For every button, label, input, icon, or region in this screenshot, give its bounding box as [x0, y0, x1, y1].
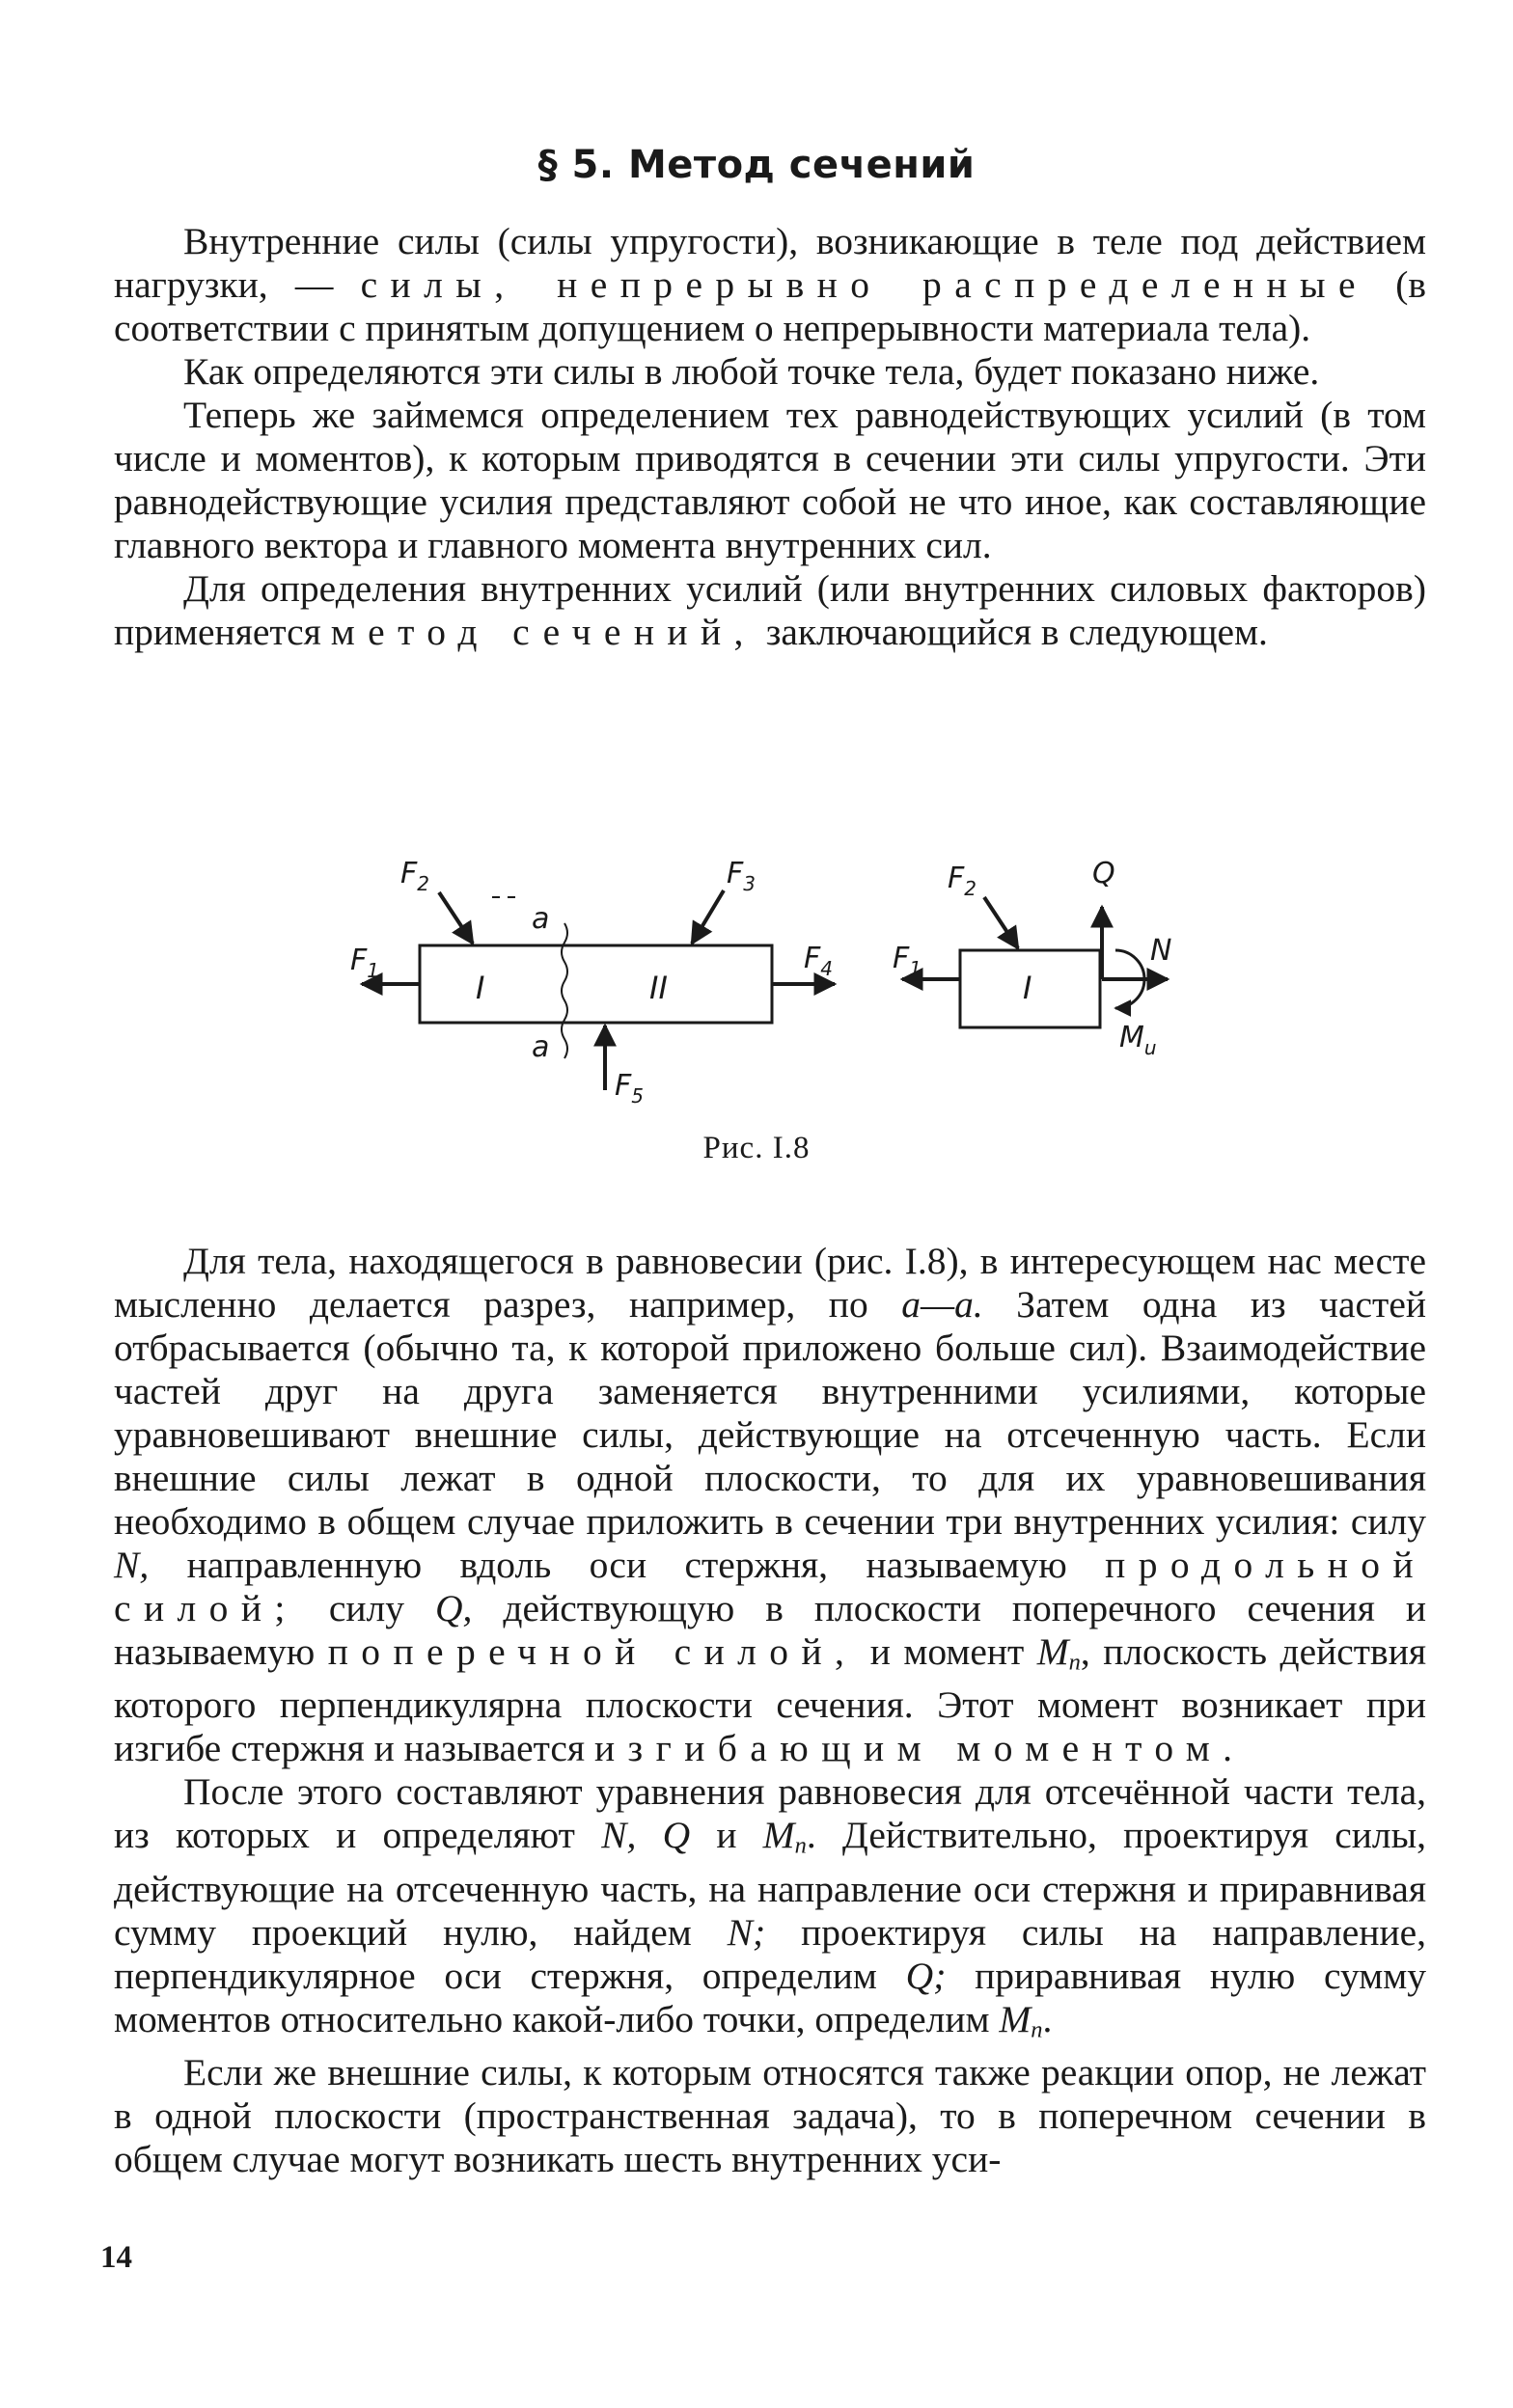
p4-text-1: Для определения внутренних усилий (или внутренних силовых факторов) применяется — [114, 567, 1426, 653]
label-f5: $F_5$ — [615, 1069, 644, 1108]
section-label-bottom: a — [532, 1030, 550, 1064]
text-block-top — [114, 220, 1426, 654]
part-label-2: II — [649, 970, 668, 1006]
figure-caption: Рис. I.8 — [702, 1131, 811, 1165]
p1-spaced-term: силы, непрерывно распределенные — [360, 263, 1368, 306]
label-f1: $F_1$ — [350, 944, 379, 982]
paragraph-3: Теперь же займемся определением тех равнодействующих усилий (в том числе и моментов), к которым приводятся в сечении эти силы упругости. Эти равнодействующие усилия представляют собой не что иное, как составляющие главного вектора и главного момента внутренних сил. — [114, 394, 1426, 566]
figure-rod-with-section — [343, 854, 864, 1114]
figure-cut-part — [888, 854, 1206, 1076]
part-label-1: I — [476, 970, 485, 1006]
page-number: 14 — [100, 2240, 132, 2275]
p4-spaced-term: метод сечений, — [330, 611, 756, 653]
section-label-top: a — [532, 902, 550, 936]
label-q: Q — [1092, 857, 1115, 890]
symbol-m: $M_п$ — [1036, 1630, 1081, 1676]
paragraph-6: После этого составляют уравнения равновесия для отсечённой части тела, из которых и определяют N, Q и $M_п$. Действительно, проектируя силы, действующие на отсеченную часть, на направление оси стержня и приравнивая сумму проекций нулю, найдем N; проектируя силы на направление, перпендикулярное оси стержня, определим Q; приравнивая нулю сумму моментов относительно какой-либо точки, определим $M_п$. — [114, 1770, 1427, 2043]
term-bending-moment: изгибающим моментом. — [593, 1727, 1246, 1770]
arrow-f2-right — [984, 897, 1018, 948]
symbol-n: N, — [114, 1544, 150, 1586]
paragraph-5: Для тела, находящегося в равновесии (рис. I.8), в интересующем нас месте мысленно делается разрез, например, по a—a. Затем одна из частей отбрасывается (обычно та, к которой приложено больше сил). Взаимодействие частей друг на друга заменяется внутренними усилиями, которые уравновешивают внешние силы, действующие на отсеченную часть. Если внешние силы лежат в одной плоскости, то для их уравновешивания необходимо в общем случае приложить в сечении три внутренних усилия: силу N, направленную вдоль оси стержня, называемую продольной силой; силу Q, действующую в плоскости поперечного сечения и называемую поперечной силой, и момент $M_п$, плоскость действия которого перпендикулярна плоскости сечения. Этот момент возникает при изгибе стержня и называется изгибающим моментом. — [114, 1240, 1427, 1770]
text-block-bottom — [114, 1240, 1426, 2181]
label-f2: $F_2$ — [400, 857, 429, 895]
label-m: $M_u$ — [1119, 1021, 1157, 1059]
symbol-q: Q, — [435, 1587, 473, 1629]
arrow-f3 — [692, 890, 724, 944]
label-n: N — [1150, 934, 1172, 968]
paragraph-2: Как определяются эти силы в любой точке тела, будет показано ниже. — [183, 350, 1320, 393]
paragraph-7: Если же внешние силы, к которым относятся также реакции опор, не лежат в одной плоскости (пространственная задача), то в поперечном сечении в общем случае могут возникать шесть внутренних уси- — [114, 2051, 1426, 2181]
term-longitudinal-force: продольной силой; — [114, 1544, 1427, 1629]
section-a-a: a—a. — [901, 1283, 983, 1326]
arrow-f2 — [439, 892, 473, 944]
term-shear-force: поперечной силой, — [327, 1630, 858, 1673]
paragraph-4 — [114, 567, 1426, 654]
part-label: I — [1023, 970, 1032, 1006]
paragraph-1 — [114, 220, 1426, 350]
p1-text-2: (в соответствии с принятым допущением о непрерывности материала тела). — [114, 263, 1427, 349]
p4-text-2: заключающийся в следующем. — [765, 611, 1268, 653]
section-line — [562, 923, 567, 1058]
label-f4: $F_4$ — [804, 942, 833, 980]
section-heading: § 5. Метод сечений — [537, 143, 976, 187]
label-f1-right: $F_1$ — [893, 942, 922, 980]
label-f2-right: $F_2$ — [948, 862, 977, 900]
label-f3: $F_3$ — [727, 857, 756, 895]
rod-rect — [420, 945, 772, 1023]
p1-text-1: Внутренние силы (силы упругости), возникающие в теле под действием нагрузки, — — [114, 220, 1426, 306]
